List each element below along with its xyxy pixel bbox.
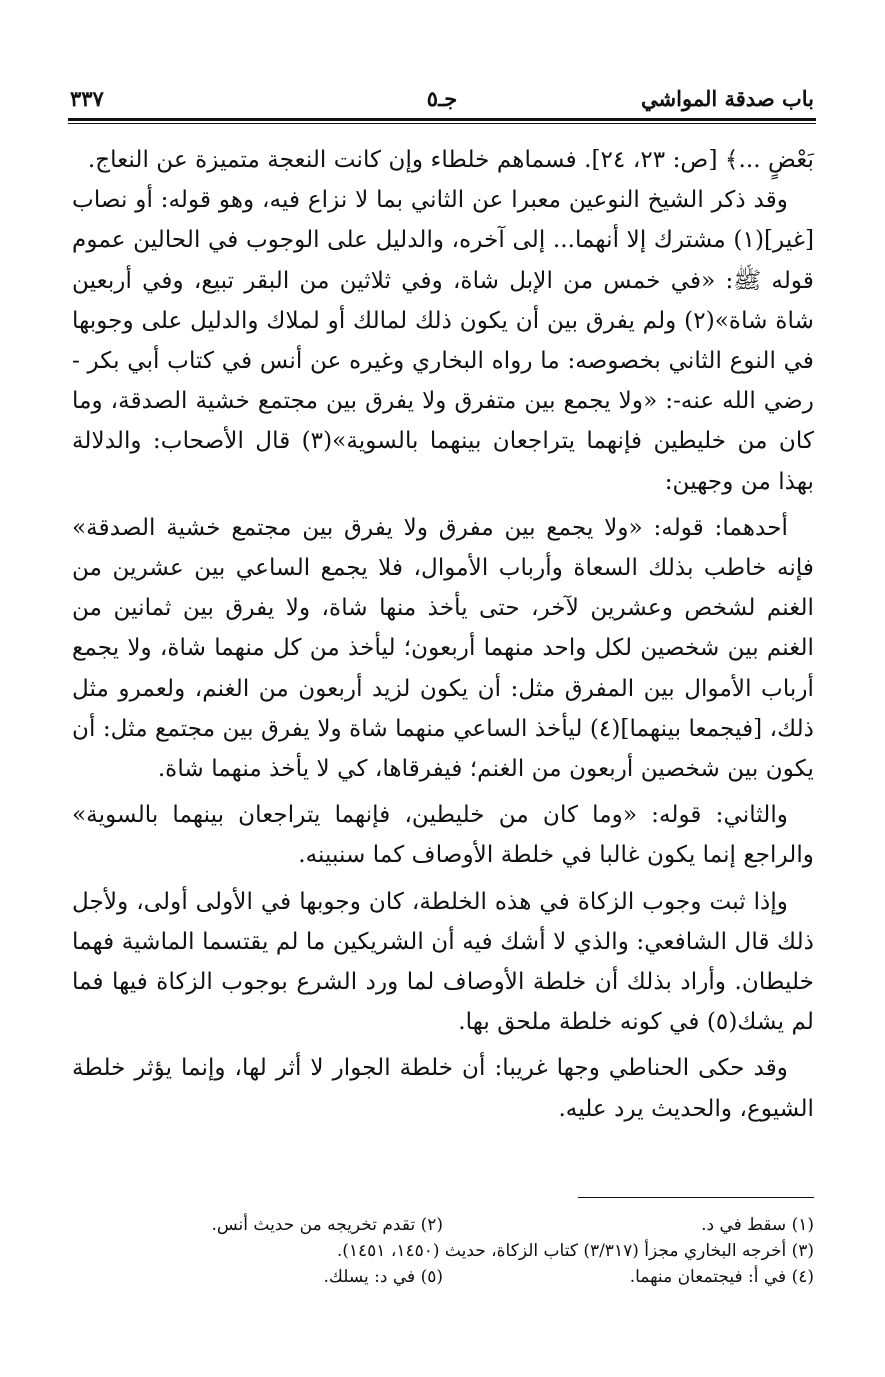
main-text [72,140,814,1129]
footnote-row [72,1238,814,1264]
paragraph: وقد ذكر الشيخ النوعين معبرا عن الثاني بما لا نزاع فيه، وهو قوله: أو نصاب [غير](١) مشترك إلا أنهما... إلى آخره، والدليل على الوجوب في الحالين عموم قوله ﷺ: «في خمس من الإبل شاة، وفي ثلاثين من البقر تبيع، وفي أربعين شاة شاة»(٢) ولم يفرق بين أن يكون ذلك لمالك أو لملاك والدليل على وجوبها في النوع الثاني بخصوصه: ما رواه البخاري وغيره عن أنس في كتاب أبي بكر - رضي الله عنه-: «ولا يجمع بين متفرق ولا يفرق بين مجتمع خشية الصدقة، وما كان من خليطين فإنهما يتراجعان بينهما بالسوية»(٣) قال الأصحاب: والدلالة بهذا من وجهين: [72,186,814,495]
footnote-separator [578,1197,814,1198]
footnote-2: (٢) تقدم تخريجه من حديث أنس. [211,1215,443,1235]
footnotes [72,1212,814,1290]
page-number: ٣٣٧ [70,85,104,111]
footnote-1: (١) سقط في د. [701,1215,814,1235]
footnote-3: (٣) أخرجه البخاري مجزأ (٣/٣١٧) كتاب الزكاة، حديث (١٤٥٠، ١٤٥١). [336,1241,814,1261]
volume-number: جـ٥ [426,85,458,111]
footnote-4: (٤) في أ: فيجتمعان منهما. [629,1267,814,1287]
footnote-row [72,1264,814,1290]
running-header [70,80,814,116]
paragraph: بَعْضٍ ...﴾ [ص: ٢٣، ٢٤]. فسماهم خلطاء وإن كانت النعجة متميزة عن النعاج. [87,146,814,173]
paragraph: أحدهما: قوله: «ولا يجمع بين مفرق ولا يفرق بين مجتمع خشية الصدقة» فإنه خاطب بذلك السعاة وأرباب الأموال، فلا يجمع الساعي بين عشرين من الغنم لشخص وعشرين لآخر، حتى يأخذ منها شاة، ولا يفرق بين ثمانين من الغنم بين شخصين لكل واحد منهما أربعون؛ ليأخذ من كل منهما شاة، ولا يجمع أرباب الأموال بين المفرق مثل: أن يكون لزيد أربعون من الغنم، ولعمرو مثل ذلك، [فيجمعا بينهما](٤) ليأخذ الساعي منهما شاة ولا يفرق بين مجتمع مثل: أن يكون بين شخصين أربعون من الغنم؛ فيفرقاها، كي لا يأخذ منهما شاة. [72,513,815,783]
paragraph: وإذا ثبت وجوب الزكاة في هذه الخلطة، كان وجوبها في الأولى أولى، ولأجل ذلك قال الشافعي: والذي لا أشك فيه أن الشريكين ما لم يقتسما الماشية فهما خليطان. وأراد بذلك أن خلطة الأوصاف لما ورد الشرع بوجوب الزكاة فيها فما لم يشك(٥) في كونه خلطة ملحق بها. [72,887,814,1036]
header-rule-thin [68,123,816,124]
footnote-5: (٥) في د: يسلك. [323,1267,443,1287]
header-rule [68,118,816,121]
paragraph: وقد حكى الحناطي وجها غريبا: أن خلطة الجوار لا أثر لها، وإنما يؤثر خلطة الشيوع، والحديث يرد عليه. [72,1054,814,1122]
chapter-title: باب صدقة المواشي [641,85,814,111]
paragraph: والثاني: قوله: «وما كان من خليطين، فإنهما يتراجعان بينهما بالسوية» والراجع إنما يكون غالبا في خلطة الأوصاف كما سنبينه. [72,801,814,869]
footnote-row [72,1212,814,1238]
